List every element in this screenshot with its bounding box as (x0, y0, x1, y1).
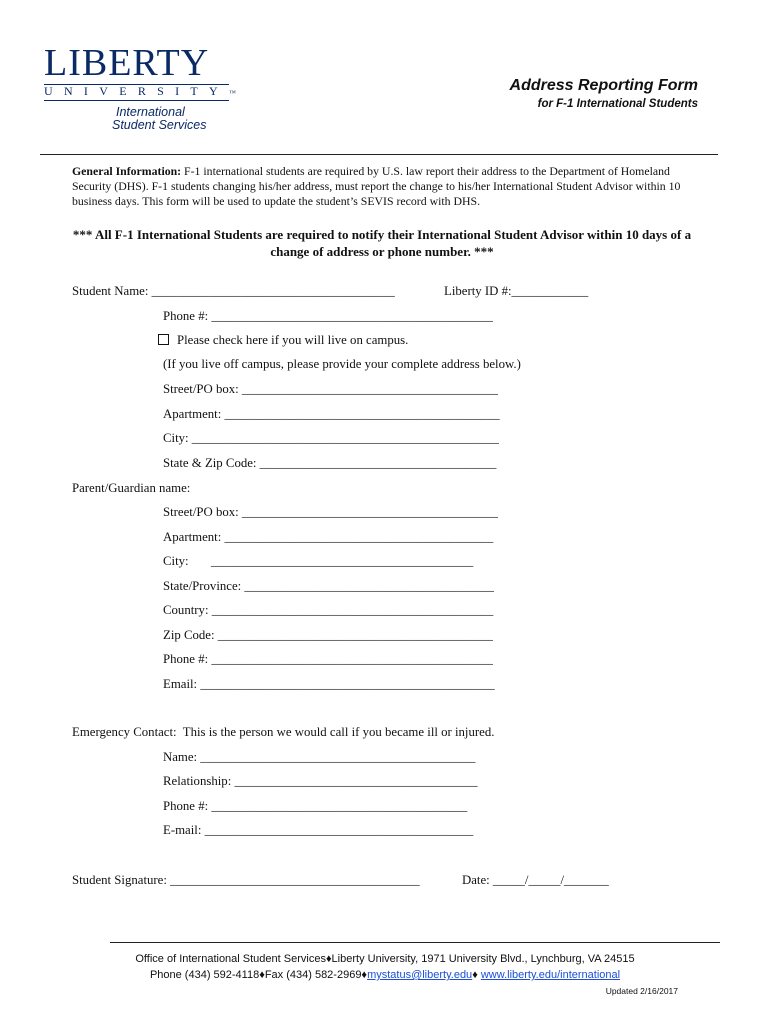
emergency-contact-heading: Emergency Contact: This is the person we would call if you became ill or injured. (72, 725, 495, 739)
liberty-logo (44, 42, 244, 132)
emergency-phone-field[interactable]: Phone #: ________________________________________ (163, 799, 468, 813)
general-information-text: F-1 international students are required by U.S. law report their address to the Department of Homeland Security (DHS). F-1 students changing his/her address, must report the change to his/her International Student Advisor within 10 business days. This form will be used to update the student’s SEVIS record with DHS. (72, 164, 681, 208)
parent-city-field[interactable]: City: _________________________________________ (163, 554, 474, 568)
form-title: Address Reporting Form (509, 77, 698, 94)
header-divider (40, 154, 718, 155)
signature-date-field[interactable]: Date: _____/_____/_______ (462, 873, 609, 887)
parent-email-field[interactable]: Email: ______________________________________________ (163, 677, 495, 691)
student-name-field[interactable]: Student Name: ______________________________________ (72, 284, 395, 298)
logo-line-international: International (116, 105, 185, 119)
student-phone-field[interactable]: Phone #: ____________________________________________ (163, 309, 493, 323)
parent-country-field[interactable]: Country: ____________________________________________ (163, 603, 494, 617)
student-state-zip-field[interactable]: State & Zip Code: _____________________________________ (163, 456, 497, 470)
parent-apartment-field[interactable]: Apartment: __________________________________________ (163, 530, 494, 544)
emergency-email-field[interactable]: E-mail: __________________________________________ (163, 823, 474, 837)
footer-email-link[interactable]: mystatus@liberty.edu (367, 969, 473, 981)
emergency-relationship-field[interactable]: Relationship: ______________________________________ (163, 774, 478, 788)
footer-contact (0, 969, 770, 981)
emergency-name-field[interactable]: Name: ___________________________________________ (163, 750, 476, 764)
student-apartment-field[interactable]: Apartment: ___________________________________________ (163, 407, 500, 421)
logo-wordmark: LIBERTY (44, 42, 210, 84)
updated-date: Updated 2/16/2017 (605, 986, 678, 996)
logo-line-student-services: Student Services (112, 118, 207, 132)
parent-zip-field[interactable]: Zip Code: ___________________________________________ (163, 628, 493, 642)
offcampus-note: (If you live off campus, please provide your complete address below.) (163, 357, 521, 371)
student-street-field[interactable]: Street/PO box: ________________________________________ (163, 382, 498, 396)
footer-website-link[interactable]: www.liberty.edu/international (480, 969, 621, 981)
student-city-field[interactable]: City: ________________________________________________ (163, 431, 499, 445)
parent-street-field[interactable]: Street/PO box: ________________________________________ (163, 505, 498, 519)
notice-banner: *** All F-1 International Students are required to notify their International Student Advisor within 10 days of a change of address or phone number. *** (72, 227, 692, 259)
footer-divider (110, 942, 720, 943)
footer-phone-fax: Phone (434) 592-4118♦Fax (434) 582-2969♦ (149, 969, 368, 981)
campus-checkbox-label: Please check here if you will live on campus. (177, 333, 409, 347)
footer-separator: ♦ (472, 969, 481, 981)
footer-address: Office of International Student Services♦Liberty University, 1971 University Blvd., Lynchburg, VA 24515 (135, 953, 635, 965)
student-signature-field[interactable]: Student Signature: _______________________________________ (72, 873, 420, 887)
liberty-id-field[interactable]: Liberty ID #:____________ (444, 284, 589, 298)
form-subtitle: for F-1 International Students (537, 98, 698, 110)
campus-checkbox[interactable] (158, 334, 169, 345)
parent-guardian-heading: Parent/Guardian name: (72, 481, 191, 495)
logo-department (112, 105, 236, 132)
general-information (72, 164, 712, 209)
parent-phone-field[interactable]: Phone #: ____________________________________________ (163, 652, 493, 666)
general-information-label: General Information: (72, 164, 182, 178)
parent-state-field[interactable]: State/Province: _______________________________________ (163, 579, 494, 593)
campus-checkbox-row (158, 333, 408, 348)
logo-university: UNIVERSITY™ (44, 84, 229, 101)
